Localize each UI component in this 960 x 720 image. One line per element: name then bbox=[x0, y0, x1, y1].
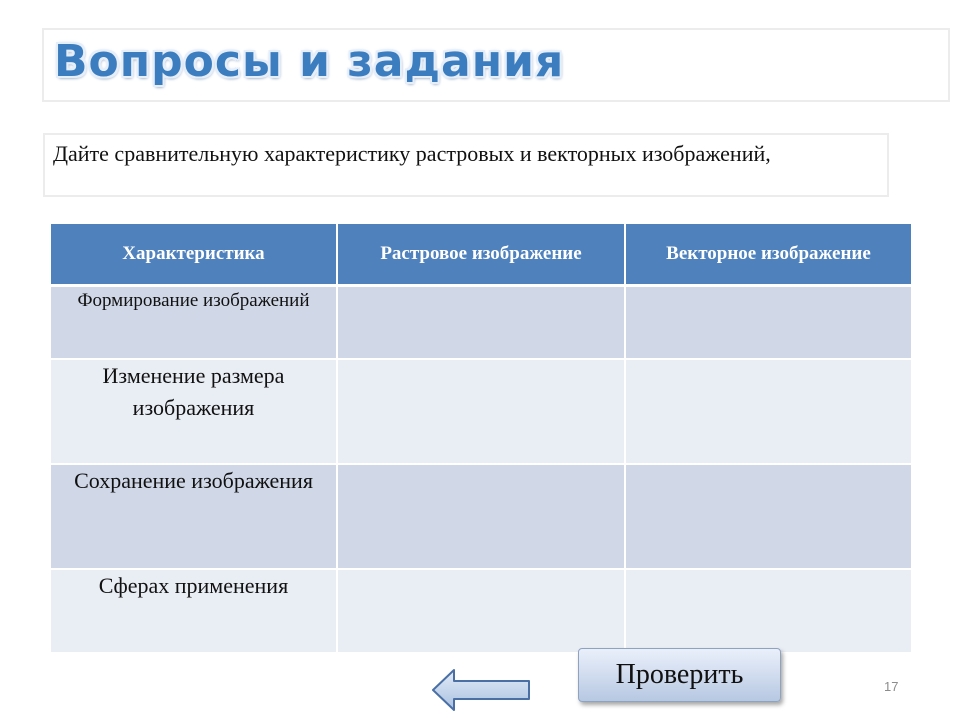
table-row bbox=[50, 359, 912, 464]
title-box bbox=[42, 28, 950, 102]
table-row bbox=[50, 464, 912, 569]
table-row bbox=[50, 569, 912, 653]
vector-cell[interactable] bbox=[625, 359, 912, 464]
check-button[interactable]: Проверить bbox=[578, 648, 781, 702]
header-vector: Векторное изображение bbox=[625, 224, 912, 286]
header-characteristic: Характеристика bbox=[50, 224, 337, 286]
vector-cell[interactable] bbox=[625, 286, 912, 360]
row-label: Изменение размера изображения bbox=[50, 359, 337, 464]
vector-cell[interactable] bbox=[625, 464, 912, 569]
header-raster: Растровое изображение bbox=[337, 224, 625, 286]
page-number: 17 bbox=[884, 679, 899, 694]
row-label: Формирование изображений bbox=[50, 286, 337, 360]
left-arrow-icon[interactable] bbox=[430, 667, 534, 713]
raster-cell[interactable] bbox=[337, 359, 625, 464]
comparison-table bbox=[49, 224, 913, 654]
row-label: Сохранение изображения bbox=[50, 464, 337, 569]
table-row bbox=[50, 286, 912, 360]
raster-cell[interactable] bbox=[337, 464, 625, 569]
vector-cell[interactable] bbox=[625, 569, 912, 653]
question-text: Дайте сравнительную характеристику растровых и векторных изображений, bbox=[53, 141, 771, 166]
raster-cell[interactable] bbox=[337, 286, 625, 360]
slide-title: Вопросы и задания bbox=[54, 36, 565, 87]
question-box bbox=[43, 133, 889, 197]
table-header-row bbox=[50, 224, 912, 286]
raster-cell[interactable] bbox=[337, 569, 625, 653]
row-label: Сферах применения bbox=[50, 569, 337, 653]
